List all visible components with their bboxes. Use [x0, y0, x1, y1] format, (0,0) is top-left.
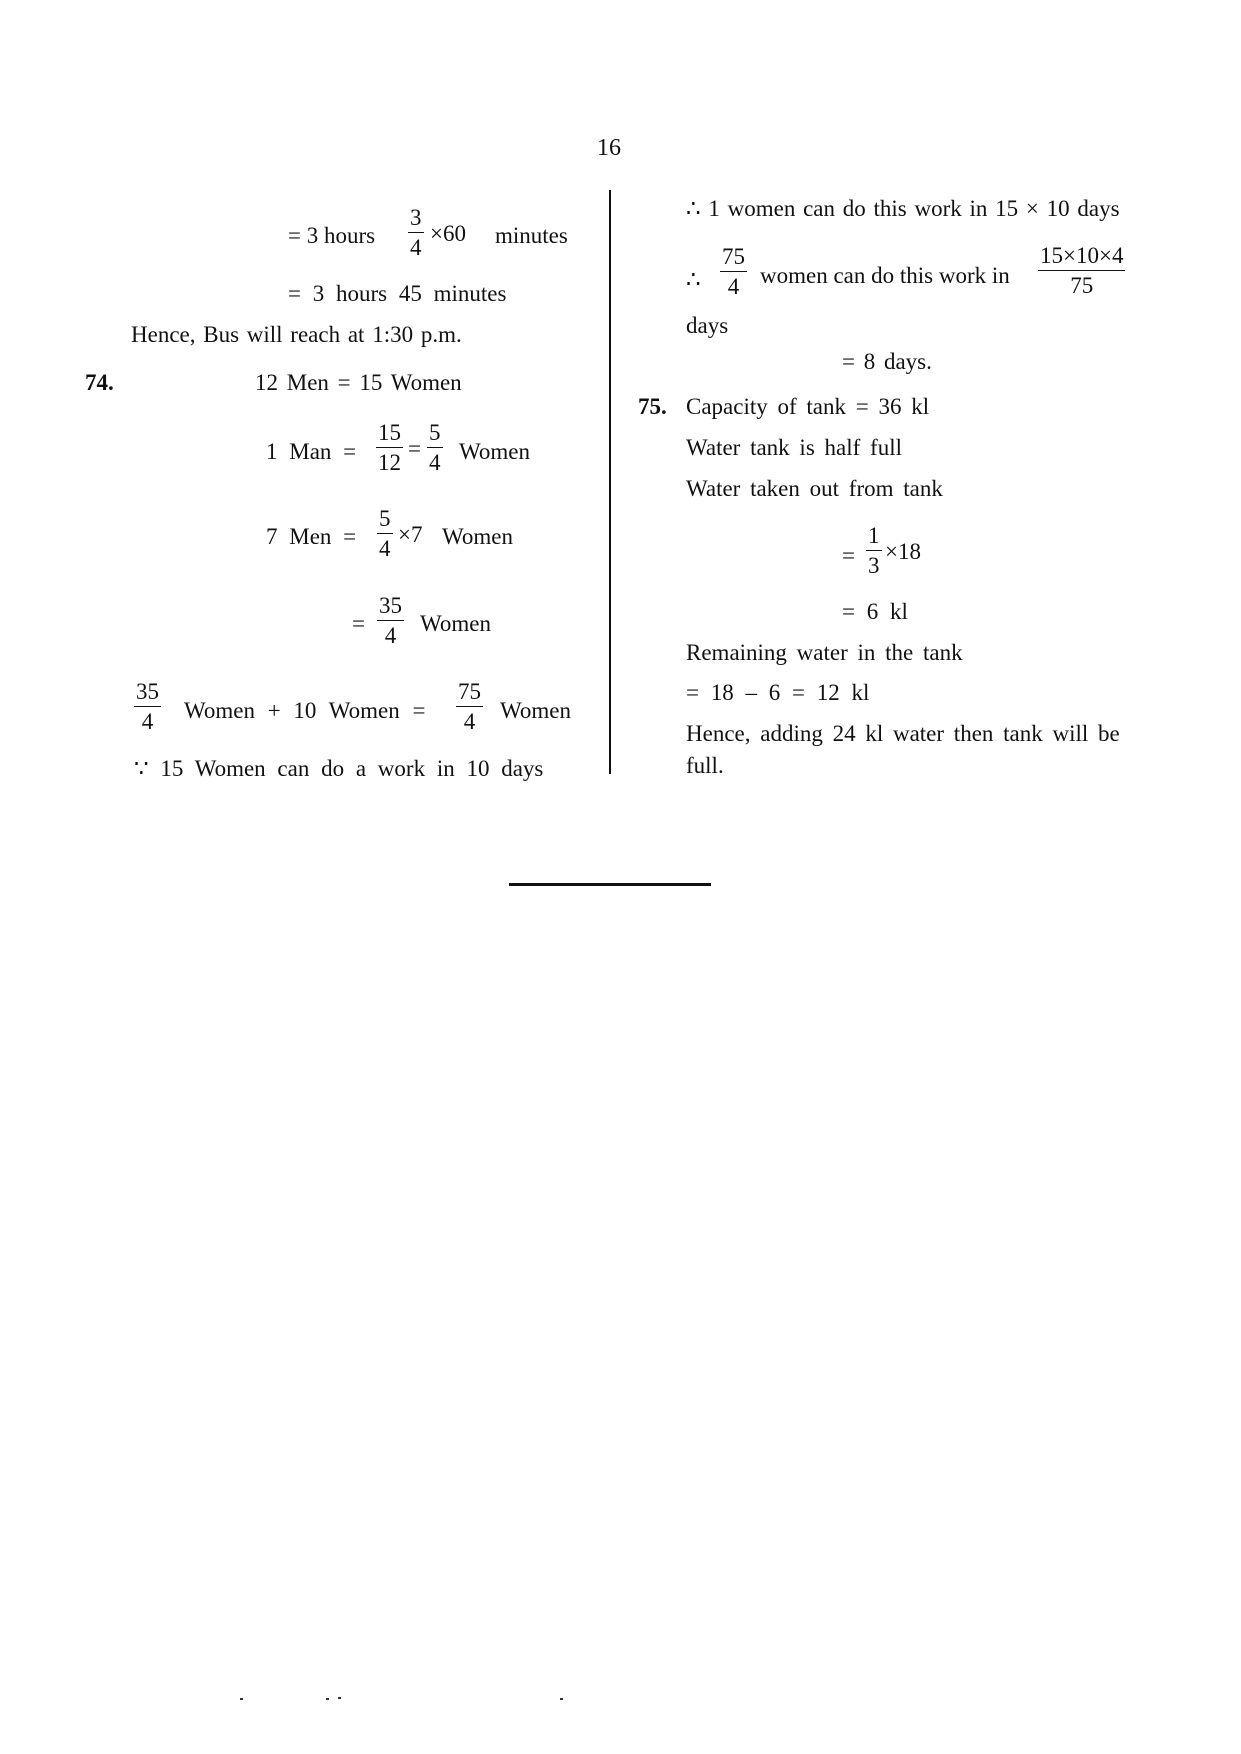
fraction-75-4: 75 4 [722, 244, 745, 300]
q75-line-5: = 6 kl [842, 599, 908, 624]
q75-line-7: = 18 – 6 = 12 kl [686, 680, 870, 705]
q74-eq2-prefix: 1 Man = [266, 439, 357, 464]
time-line-prefix: = 3 hours [288, 223, 376, 248]
women-work-text: women can do this work in [760, 263, 1010, 288]
q74-eq1: 12 Men = 15 Women [255, 370, 462, 395]
fraction-15-12: 15 12 [378, 420, 401, 476]
q74-eq3-prefix: 7 Men = [266, 524, 357, 549]
fraction-1-3: 1 3 [868, 523, 880, 579]
days-label: days [686, 313, 729, 338]
q74-eq6: ∵ 15 Women can do a work in 10 days [134, 756, 544, 781]
q75-line-3: Water taken out from tank [686, 476, 943, 501]
fraction-5-4: 5 4 [429, 420, 441, 476]
women-label: Women [500, 698, 571, 723]
question-number-75: 75. [638, 394, 667, 419]
column-divider [609, 190, 611, 774]
equals-sign: = [842, 543, 855, 568]
scan-mark [240, 1698, 243, 1700]
scan-mark [338, 1697, 341, 1699]
times-sixty: ×60 [430, 221, 466, 246]
eight-days-result: = 8 days. [842, 349, 932, 374]
women-label: Women [420, 611, 491, 636]
q75-line-6: Remaining water in the tank [686, 640, 963, 665]
q75-line-9: full. [686, 753, 724, 778]
fraction-35-4: 35 4 [136, 679, 159, 735]
time-result-line: = 3 hours 45 minutes [288, 281, 507, 306]
q75-line-8: Hence, adding 24 kl water then tank will be [686, 721, 1120, 746]
page-number: 16 [597, 135, 621, 161]
fraction-product-75: 15×10×4 75 [1040, 243, 1124, 299]
equals-sign: = [352, 611, 365, 636]
women-label: Women [442, 524, 513, 549]
minutes-label: minutes [495, 223, 568, 248]
q75-line-2: Water tank is half full [686, 435, 902, 460]
end-rule [509, 883, 711, 886]
scan-mark [326, 1698, 329, 1700]
q74-eq5-middle: Women + 10 Women = [184, 698, 426, 723]
therefore-symbol: ∴ [686, 267, 701, 292]
right-line-1: ∴ 1 women can do this work in 15 × 10 days [686, 196, 1120, 221]
fraction-75-4: 75 4 [458, 679, 481, 735]
question-number-74: 74. [85, 370, 114, 395]
q75-line-1: Capacity of tank = 36 kl [686, 394, 930, 419]
fraction-3-4: 3 4 [410, 205, 422, 261]
times-seven: ×7 [398, 522, 423, 547]
scan-mark [560, 1698, 563, 1700]
equals-sign: = [408, 436, 421, 461]
bus-reach-line: Hence, Bus will reach at 1:30 p.m. [131, 322, 462, 347]
fraction-35-4: 35 4 [379, 593, 402, 649]
women-label: Women [459, 439, 530, 464]
fraction-5-4: 5 4 [379, 506, 391, 562]
times-eighteen: ×18 [885, 539, 921, 564]
